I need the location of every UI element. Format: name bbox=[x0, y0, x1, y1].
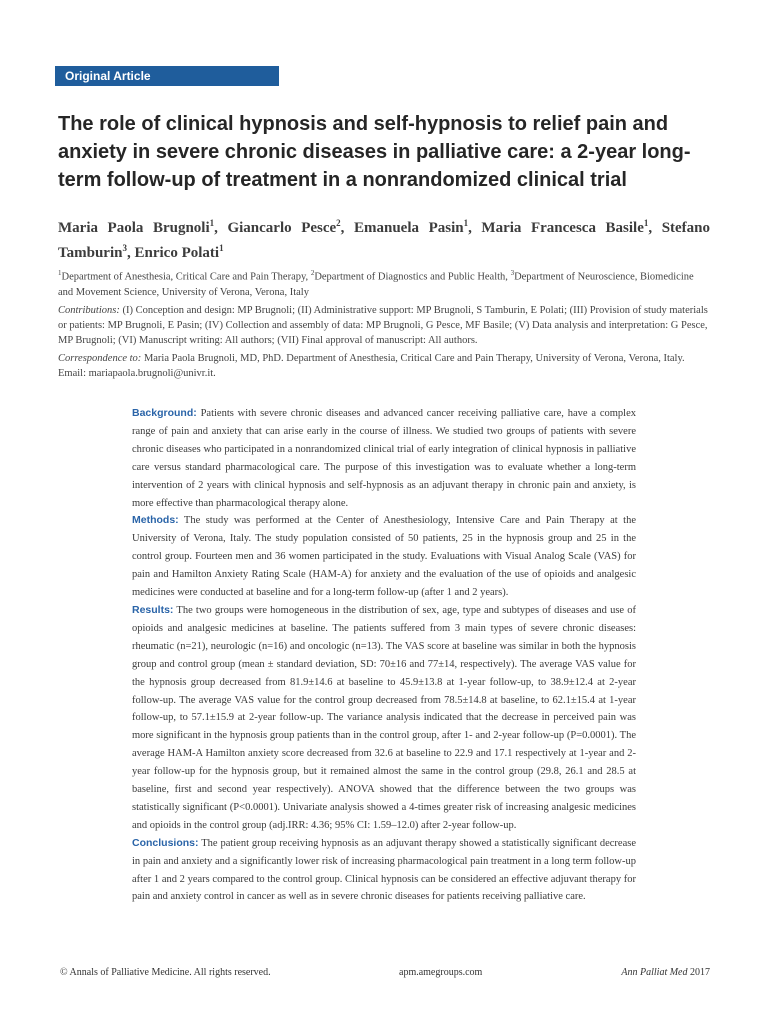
journal-name: Ann Palliat Med bbox=[621, 967, 688, 978]
author-name: Maria Paola Brugnoli bbox=[58, 220, 210, 236]
copyright: © Annals of Palliative Medicine. All rights reserved. bbox=[60, 967, 271, 978]
author-name: Enrico Polati bbox=[134, 245, 220, 261]
conclusions-heading: Conclusions: bbox=[132, 836, 199, 849]
author-name: Stefano Tamburin bbox=[58, 220, 711, 261]
results-heading: Results: bbox=[132, 603, 174, 616]
author-affiliation-mark: 1 bbox=[209, 218, 215, 228]
article-type-badge: Original Article bbox=[55, 66, 279, 86]
abstract-methods bbox=[132, 512, 636, 602]
results-text: The two groups were homogeneous in the distribution of sex, age, type and subtypes of diseases and use of opioids and analgesic medicines at baseline. The patients suffered from 3 main types of severe chronic diseases: rheumatic (n=21), neurologic (n=16) and oncologic (n=13). The VAS score at baseline was similar in both the hypnosis group and control group (mean ± standard deviation, SD: 70±16 and 77±14, respectively). The average VAS value for the hypnosis group decreased from 81.9±14.6 at baseline to 45.9±13.8 at 1-year follow-up, to 38.9±12.4 at 2-year follow-up. The average VAS value for the control group decreased from 78.5±14.8 at baseline, to 62.1±15.4 at 1-year follow-up, to 57.1±15.9 at 2-year follow-up. The variance analysis indicated that the decrease in perceived pain was more significant in the hypnosis group patients than in the control group, after 1- and 2-year follow-up (P=0.0001). The average HAM-A Hamilton anxiety score decreased from 32.6 at baseline to 22.9 and 17.1 respectively at 1-year and 2-year follow-up for the hypnosis group, but it remained almost the same in the control group (29.8, 26.1 and 28.5 at baseline, first and second year respectively). ANOVA showed that the difference between the two groups was statistically significant (P<0.0001). Univariate analysis showed a 4-times greater risk of increasing analgesic medicines and opioids in the control group (adj.IRR: 4.36; 95% CI: 1.59–12.0) after 2-year follow-up. bbox=[132, 604, 636, 831]
journal-year: 2017 bbox=[687, 967, 710, 978]
affiliations: $^1$Department of Anesthesia, Critical Care and Pain Therapy, $^2$Department of Diagnostics and Public Health, $^3$Department of Neuroscience, Biomedicine and Movement Science, University of Verona, Verona, Italy bbox=[58, 269, 694, 298]
author-name: Emanuela Pasin bbox=[354, 220, 464, 236]
abstract bbox=[132, 405, 636, 906]
abstract-background bbox=[132, 405, 636, 512]
author-affiliation-mark: 1 bbox=[643, 218, 649, 228]
correspondence-text: Maria Paola Brugnoli, MD, PhD. Department of Anesthesia, Critical Care and Pain Therapy, University of Verona, Verona, Italy. Email: mariapaola.brugnoli@univr.it. bbox=[58, 352, 685, 379]
author-list: Maria Paola Brugnoli$^1$, Giancarlo Pesce$^2$, Emanuela Pasin$^1$, Maria Francesca Basile$^1$, Stefano Tamburin$^3$, Enrico Polati$^1$ bbox=[58, 218, 711, 261]
author-affiliation-mark: 3 bbox=[122, 243, 127, 253]
correspondence bbox=[58, 351, 710, 381]
contributions bbox=[58, 303, 710, 348]
page-footer bbox=[60, 967, 710, 983]
abstract-conclusions bbox=[132, 835, 636, 907]
contributions-label: Contributions: bbox=[58, 304, 120, 316]
abstract-results bbox=[132, 602, 636, 835]
correspondence-label: Correspondence to: bbox=[58, 352, 142, 364]
author-affiliation-mark: 1 bbox=[219, 243, 224, 253]
contributions-text: (I) Conception and design: MP Brugnoli; (II) Administrative support: MP Brugnoli, S Tamburin, E Polati; (III) Provision of study materials or patients: MP Brugnoli, E Pasin; (IV) Collection and assembly of data: MP Brugnoli, G Pesce, MF Basile; (V) Data analysis and interpretation: G Pesce, MP Brugnoli; (VI) Manuscript writing: All authors; (VII) Final approval of manuscript: All authors. bbox=[58, 304, 708, 346]
methods-heading: Methods: bbox=[132, 514, 179, 527]
author-affiliation-mark: 2 bbox=[336, 218, 341, 228]
author-affiliation-mark: 1 bbox=[463, 218, 469, 228]
author-name: Giancarlo Pesce bbox=[227, 220, 337, 236]
journal-citation bbox=[621, 967, 710, 978]
background-text: Patients with severe chronic diseases and advanced cancer receiving palliative care, have a complex range of pain and anxiety that can arise early in the course of illness. We studied two groups of patients with severe chronic diseases who participated in a nonrandomized clinical trial of early integration of clinical hypnosis in palliative care versus standard pharmacological care. The purpose of this investigation was to evaluate whether a long-term intervention of 2 years with clinical hypnosis and self-hypnosis as an adjuvant therapy in chronic pain and anxiety, is more effective than pharmacological therapy alone. bbox=[132, 408, 636, 509]
front-matter-notes bbox=[58, 266, 710, 384]
methods-text: The study was performed at the Center of Anesthesiology, Intensive Care and Pain Therapy at the University of Verona, Italy. The study population consisted of 50 patients, 25 in the hypnosis group and 25 in the control group. Fourteen men and 36 women participated in the study. Evaluations with Visual Analog Scale (VAS) for pain and Hamilton Anxiety Rating Scale (HAM-A) for anxiety and the evaluation of the use of opioids and analgesic medicines were conducted at baseline and for a long-term follow-up (after 1 and 2 years). bbox=[132, 515, 636, 599]
author-name: Maria Francesca Basile bbox=[481, 220, 644, 236]
article-title: The role of clinical hypnosis and self-hypnosis to relief pain and anxiety in severe chronic diseases in palliative care: a 2-year long-term follow-up of treatment in a nonrandomized clinical trial bbox=[58, 113, 691, 191]
journal-url[interactable]: apm.amegroups.com bbox=[399, 967, 483, 978]
conclusions-text: The patient group receiving hypnosis as an adjuvant therapy showed a statistically significant decrease in pain and anxiety and a significantly lower risk of increasing pharmacological pain treatment in a long term follow-up after 1 and 2 years compared to the control group. Clinical hypnosis can be considered an effective adjuvant therapy for pain and anxiety control in cancer as well as in severe chronic diseases for patients receiving palliative care. bbox=[132, 837, 636, 903]
background-heading: Background: bbox=[132, 407, 197, 419]
